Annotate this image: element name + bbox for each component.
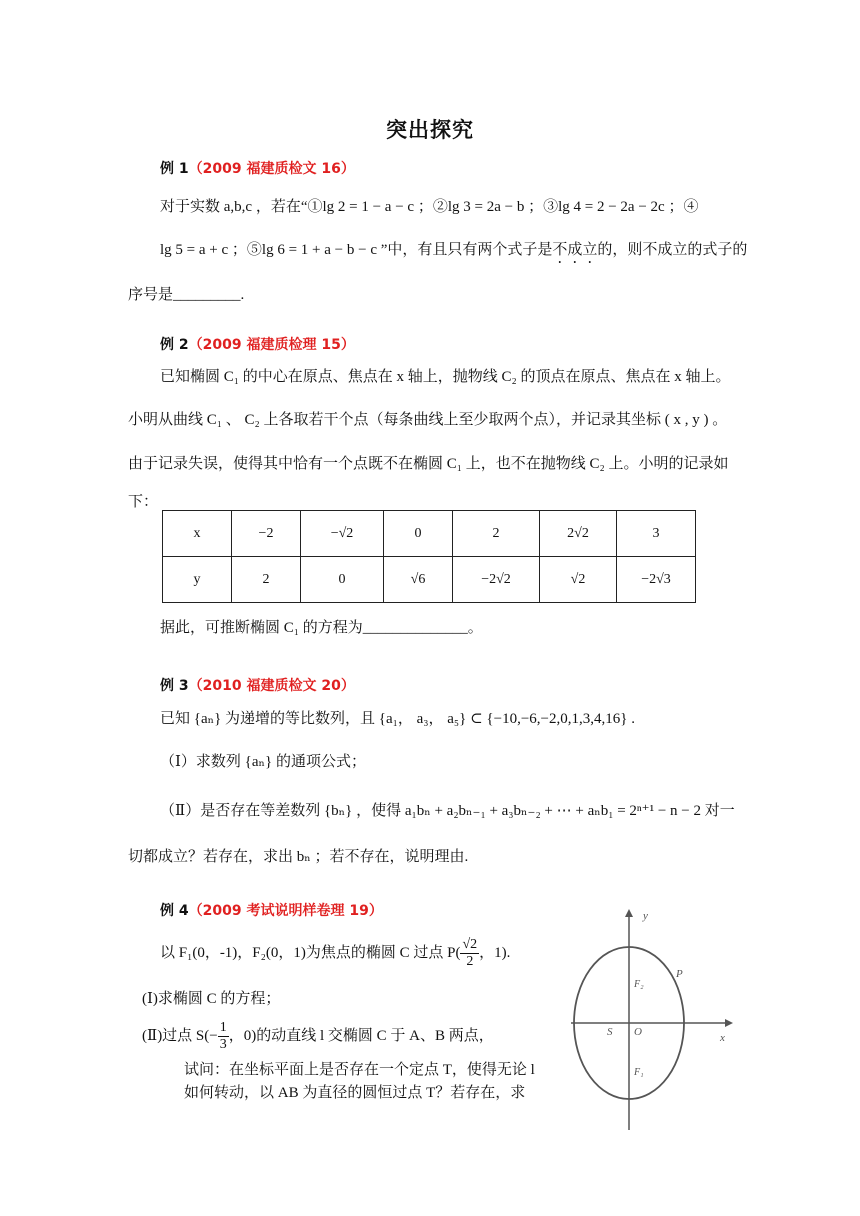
example-2-line-4: 下：	[128, 494, 159, 510]
example-4-line-1-b: ，1).	[479, 945, 511, 961]
x-axis-label: x	[720, 1032, 725, 1044]
example-2-label: 例 2	[160, 337, 189, 353]
x-axis-arrow	[725, 1019, 733, 1027]
table-row-y	[163, 557, 696, 603]
focus-f1-label: F₁	[634, 1067, 644, 1078]
table-cell: 2√2	[540, 511, 617, 557]
fraction-denominator: 2	[466, 954, 474, 970]
example-3-heading	[160, 675, 355, 695]
origin-label: O	[634, 1026, 642, 1038]
example-4-line-5: 如何转动，以 AB 为直径的圆恒过点 T？若存在，求	[184, 1085, 526, 1101]
example-4-line-3-a: (Ⅱ)过点 S(−	[142, 1028, 218, 1044]
table-cell: √6	[384, 557, 453, 603]
table-cell: x	[163, 511, 232, 557]
table-cell: 3	[617, 511, 696, 557]
example-1-line-3: 序号是_________.	[128, 287, 245, 303]
table-cell: y	[163, 557, 232, 603]
table-cell: −2	[232, 511, 301, 557]
table-row-x	[163, 511, 696, 557]
table-cell: 0	[301, 557, 384, 603]
example-1-line-2-c: 的，则不成立的式子的	[597, 242, 748, 258]
example-4-label: 例 4	[160, 903, 189, 919]
example-3-line-2: （Ⅰ）求数列 {aₙ} 的通项公式；	[160, 754, 366, 770]
example-2-line-3: 由于记录失误，使得其中恰有一个点既不在椭圆 C₁ 上，也不在抛物线 C₂ 上。小明的记录如	[128, 456, 729, 472]
example-4-line-1-a: 以 F₁(0，-1)，F₂(0，1)为焦点的椭圆 C 过点 P(	[160, 945, 461, 961]
example-3-source: （2010 福建质检文 20）	[188, 678, 355, 694]
ellipse-figure	[565, 905, 740, 1135]
table-cell: 0	[384, 511, 453, 557]
fraction-numerator: 1	[219, 1020, 227, 1036]
example-4-line-4: 试问：在坐标平面上是否存在一个定点 T，使得无论 l	[184, 1062, 535, 1078]
example-2-after-table: 据此，可推断椭圆 C₁ 的方程为______________。	[160, 620, 483, 636]
table-cell: −2√3	[617, 557, 696, 603]
table-cell: −√2	[301, 511, 384, 557]
point-s-label: S	[607, 1026, 613, 1038]
example-1-heading	[160, 158, 355, 178]
example-2-line-1: 已知椭圆 C₁ 的中心在原点、焦点在 x 轴上，抛物线 C₂ 的顶点在原点、焦点在 x 轴上。	[160, 369, 731, 385]
example-3-line-3: （Ⅱ）是否存在等差数列 {bₙ} ，使得 a₁bₙ + a₂bₙ₋₁ + a₃bₙ₋₂ + ⋯ + aₙb₁ = 2ⁿ⁺¹ − n − 2 对一	[160, 803, 735, 819]
fraction-numerator: √2	[462, 937, 478, 953]
example-4-heading	[160, 900, 383, 920]
example-1-source: （2009 福建质检文 16）	[188, 161, 355, 177]
y-axis-arrow	[625, 909, 633, 917]
example-4-line-3	[142, 1018, 494, 1054]
example-1-line-2	[160, 238, 747, 267]
example-2-source: （2009 福建质检理 15）	[188, 337, 355, 353]
example-2-heading	[160, 334, 355, 354]
fraction-one-third	[218, 1020, 229, 1053]
example-2-line-2: 小明从曲线 C₁ 、 C₂ 上各取若干个点（每条曲线上至少取两个点），并记录其坐标 ( x , y ) 。	[128, 412, 728, 428]
example-1-emphasis: 不成立	[552, 242, 598, 258]
point-p-label: P	[676, 968, 683, 980]
page-title: 突出探究	[386, 118, 474, 142]
example-1-label: 例 1	[160, 161, 189, 177]
example-4-line-3-b: ，0)的动直线 l 交椭圆 C 于 A、B 两点，	[228, 1028, 494, 1044]
example-4-line-1	[160, 935, 510, 971]
example-4-line-2: (Ⅰ)求椭圆 C 的方程；	[142, 991, 281, 1007]
example-3-label: 例 3	[160, 678, 189, 694]
focus-f2-label: F₂	[634, 979, 644, 990]
table-cell: 2	[232, 557, 301, 603]
example-3-line-1: 已知 {aₙ} 为递增的等比数列，且 {a₁， a₃， a₅} ⊂ {−10,−6,−2,0,1,3,4,16} .	[160, 711, 635, 727]
table-cell: −2√2	[453, 557, 540, 603]
table-cell: 2	[453, 511, 540, 557]
example-4-source: （2009 考试说明样卷理 19）	[188, 903, 383, 919]
example-1-line-2-a: lg 5 = a + c ；⑤lg 6 = 1 + a − b − c ”中，有且只有两个式子是	[160, 242, 553, 258]
fraction-sqrt2-over-2	[460, 937, 479, 970]
record-table	[162, 510, 696, 603]
fraction-denominator: 3	[219, 1037, 227, 1053]
example-3-line-4: 切都成立？若存在，求出 bₙ ；若不存在，说明理由.	[128, 849, 469, 865]
table-cell: √2	[540, 557, 617, 603]
y-axis-label: y	[643, 910, 648, 922]
example-1-line-1: 对于实数 a,b,c ，若在“①lg 2 = 1 − a − c ；②lg 3 = 2a − b ；③lg 4 = 2 − 2a − 2c ；④	[160, 199, 699, 215]
